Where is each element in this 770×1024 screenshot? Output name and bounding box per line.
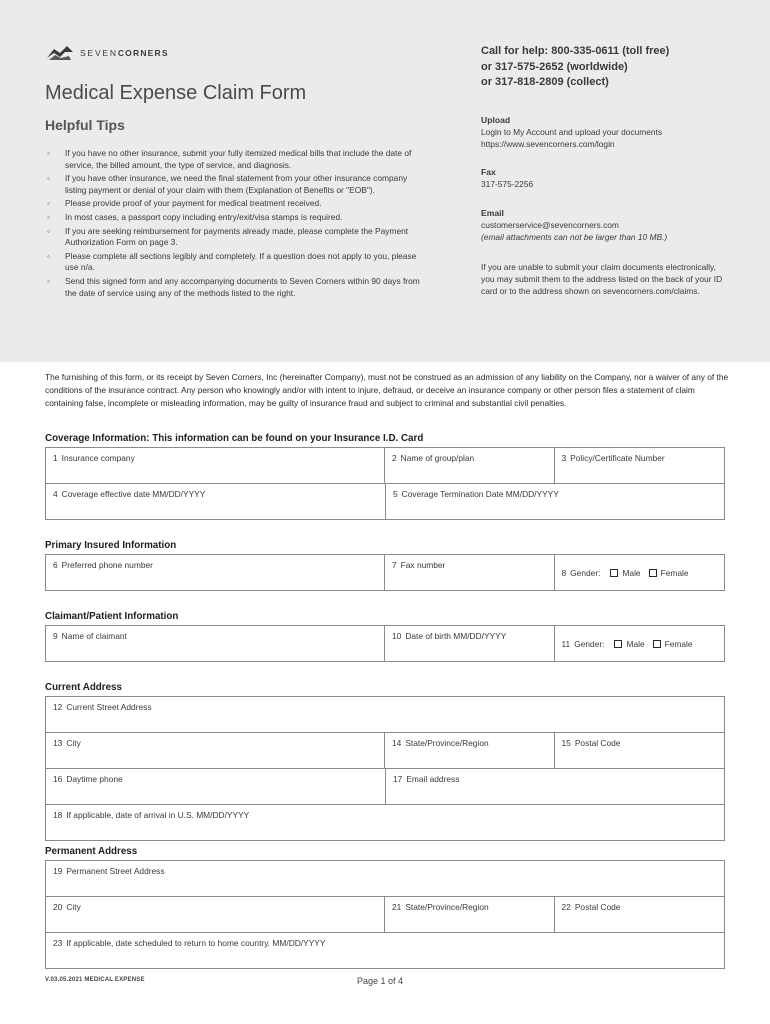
primary-row: [45, 554, 725, 591]
help-line: or 317-575-2652 (worldwide): [481, 60, 628, 73]
list-item: ◦ Please complete all sections legibly and completely. If a question does not apply to you, please use n/a.: [47, 250, 417, 273]
preferred-phone-field[interactable]: 6 Preferred phone number: [46, 555, 385, 590]
list-item: ◦ If you have no other insurance, submit your fully itemized medical bills that include the date of service, the billed amount, the type of service, and diagnosis.: [47, 148, 412, 170]
male-checkbox[interactable]: [614, 640, 622, 648]
coverage-effective-date-field[interactable]: 4 Coverage effective date MM/DD/YYYY: [46, 484, 386, 519]
return-date-field[interactable]: 23 If applicable, date scheduled to return to home country. MM/DD/YYYY: [53, 938, 326, 948]
coverage-termination-date-field[interactable]: 5 Coverage Termination Date MM/DD/YYYY: [393, 489, 559, 499]
group-plan-field[interactable]: 2 Name of group/plan: [385, 448, 555, 483]
insurance-company-field[interactable]: 1 Insurance company: [46, 448, 385, 483]
fax-number: 317-575-2256: [481, 179, 534, 190]
return-date-row: [45, 932, 725, 969]
bullet-icon: ◦: [47, 174, 50, 184]
list-item: ◦ If you have other insurance, we need the final statement from your other insurance company listing payment or denial of your claim with them (Explanation of Benefits or "EOB").: [47, 173, 408, 195]
claimant-name-field[interactable]: 9 Name of claimant: [46, 626, 385, 661]
permanent-state-field[interactable]: 21 State/Province/Region: [385, 897, 555, 932]
help-line: Call for help: 800-335-0611 (toll free): [481, 45, 670, 57]
arrival-date-field[interactable]: 18 If applicable, date of arrival in U.S. MM/DD/YYYY: [53, 810, 250, 820]
current-address-section-title: Current Address: [45, 682, 122, 693]
current-street-row: [45, 696, 725, 733]
current-street-field[interactable]: 12 Current Street Address: [53, 702, 152, 712]
logo-text: SEVENCORNERS: [80, 48, 169, 58]
coverage-row-1: [45, 447, 725, 484]
upload-text: Login to My Account and upload your documents: [481, 127, 663, 138]
help-line: or 317-818-2809 (collect): [481, 76, 609, 88]
email-address-field[interactable]: 17 Email address: [393, 774, 460, 784]
page-number: Page 1 of 4: [357, 976, 404, 986]
upload-block: [481, 114, 731, 151]
bullet-icon: ◦: [47, 226, 50, 236]
bullet-icon: ◦: [47, 277, 50, 287]
bullet-icon: ◦: [47, 149, 50, 158]
primary-section-title: Primary Insured Information: [45, 540, 177, 551]
alt-submission-text: If you are unable to submit your claim documents electronically, you may submit them to the address listed on the back of your ID card or to the address shown on sevencorners.com/claims.: [481, 262, 723, 297]
male-checkbox[interactable]: [610, 569, 618, 577]
list-item: ◦ Please provide proof of your payment for medical treatment received.: [47, 198, 322, 209]
help-phone-block: [481, 44, 669, 91]
permanent-address-section-title: Permanent Address: [45, 846, 138, 857]
email-note: (email attachments can not be larger than 10 MB.): [481, 232, 668, 243]
logo-mark-icon: [45, 44, 75, 62]
tips-list: [45, 148, 420, 301]
current-state-field[interactable]: 14 State/Province/Region: [385, 733, 555, 768]
arrival-date-row: [45, 804, 725, 841]
permanent-street-field[interactable]: 19 Permanent Street Address: [53, 866, 165, 876]
current-postal-code-field[interactable]: 15 Postal Code: [561, 738, 621, 748]
bullet-icon: ◦: [47, 213, 50, 223]
female-checkbox[interactable]: [649, 569, 657, 577]
policy-number-field[interactable]: 3 Policy/Certificate Number: [561, 453, 665, 463]
fax-block: [481, 166, 731, 190]
current-city-field[interactable]: 13 City: [46, 733, 385, 768]
date-of-birth-field[interactable]: 10 Date of birth MM/DD/YYYY: [385, 626, 555, 661]
claimant-gender-field: 11 Gender: Male Female: [561, 638, 693, 649]
coverage-section-title: Coverage Information: This information can be found on your Insurance I.D. Card: [45, 433, 424, 444]
page-title: Medical Expense Claim Form: [45, 82, 307, 104]
list-item: ◦ In most cases, a passport copy including entry/exit/visa stamps is required.: [47, 212, 343, 223]
upload-label: Upload: [481, 115, 511, 125]
tips-title: Helpful Tips: [45, 117, 125, 133]
permanent-street-row: [45, 860, 725, 897]
email-link[interactable]: customerservice@sevencorners.com: [481, 220, 619, 231]
list-item: ◦ Send this signed form and any accompanying documents to Seven Corners within 90 days from the date of service using any of the methods listed to the right.: [47, 276, 420, 298]
female-checkbox[interactable]: [653, 640, 661, 648]
permanent-city-row: [45, 896, 725, 933]
disclaimer: The furnishing of this form, or its receipt by Seven Corners, Inc (hereinafter Company), must not be construed as an admission of any liability on the Company, nor a waiver of any of the conditions of the insurance contract. Any person who knowingly and/or with intent to injure, defraud, or deceive an insurance company or other person files a statement of claim containing false, incomplete or misleading information, may be guilty of insurance fraud and subject to criminal and substantial civil penalties.: [45, 372, 729, 408]
permanent-postal-code-field[interactable]: 22 Postal Code: [561, 902, 621, 912]
bullet-icon: ◦: [47, 251, 50, 261]
claimant-section-title: Claimant/Patient Information: [45, 611, 179, 622]
version-label: V.03.05.2021 MEDICAL EXPENSE: [45, 977, 145, 983]
list-item: ◦ If you are seeking reimbursement for payments already made, please complete the Payment Authorization Form on page 3.: [47, 225, 409, 248]
email-label: Email: [481, 208, 504, 218]
primary-gender-field: 8 Gender: Male Female: [561, 567, 689, 578]
claimant-row: [45, 625, 725, 662]
current-contact-row: [45, 768, 725, 805]
email-block: [481, 207, 731, 244]
fax-label: Fax: [481, 167, 496, 177]
upload-link[interactable]: https://www.sevencorners.com/login: [481, 139, 615, 150]
fax-number-field[interactable]: 7 Fax number: [385, 555, 555, 590]
daytime-phone-field[interactable]: 16 Daytime phone: [46, 769, 386, 804]
coverage-row-2: [45, 483, 725, 520]
permanent-city-field[interactable]: 20 City: [46, 897, 385, 932]
seven-corners-logo: [45, 44, 169, 62]
current-city-row: [45, 732, 725, 769]
bullet-icon: ◦: [47, 199, 50, 209]
